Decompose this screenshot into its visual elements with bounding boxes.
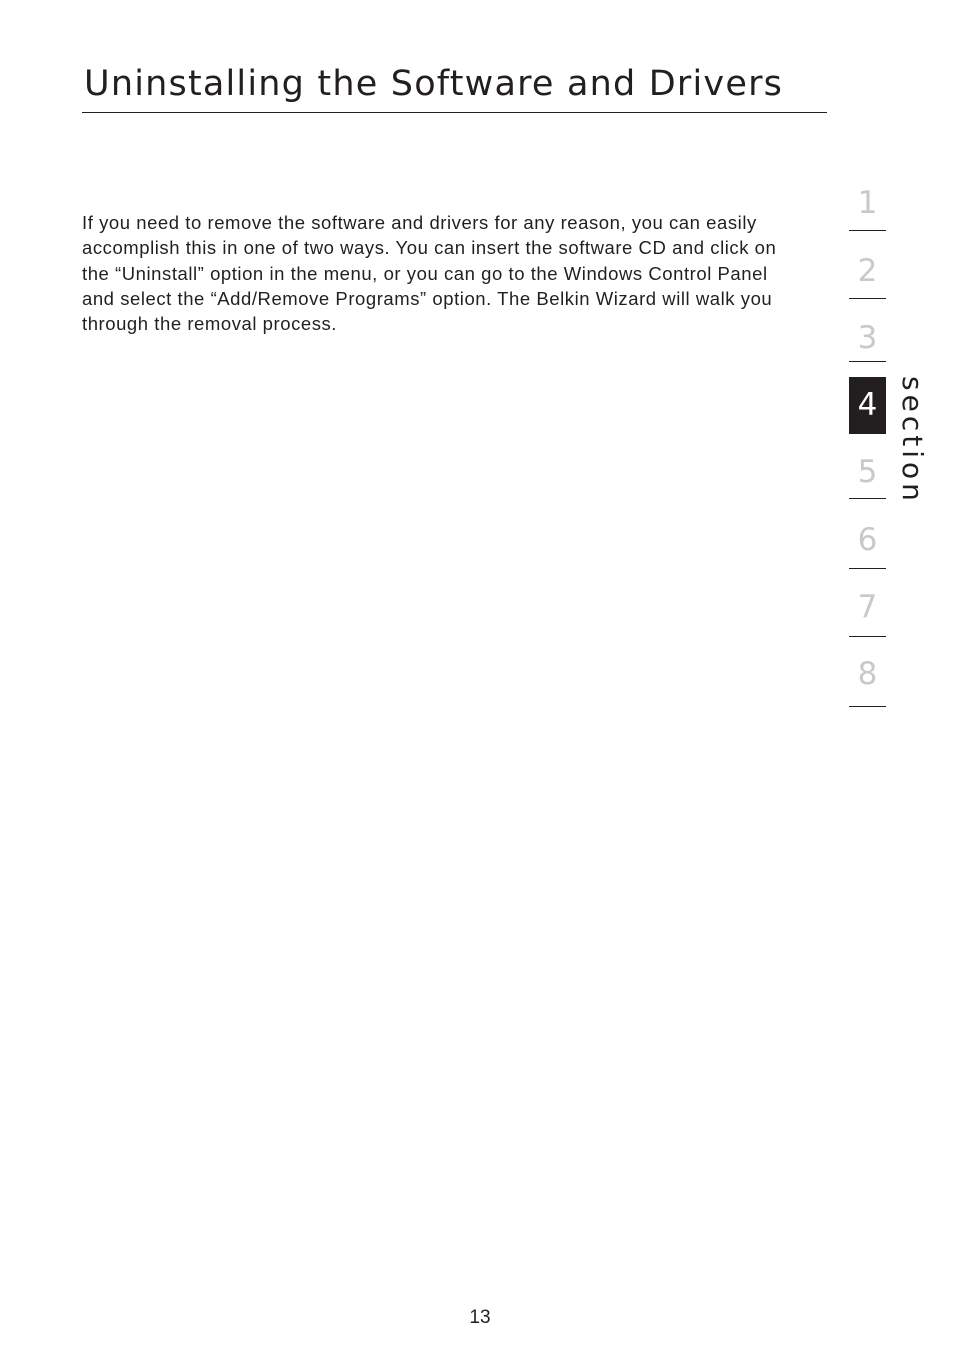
section-tab-6: 6 bbox=[857, 522, 878, 558]
section-tab-8: 8 bbox=[857, 656, 878, 692]
section-tab-7: 7 bbox=[857, 589, 878, 625]
section-tab-3: 3 bbox=[857, 320, 878, 356]
section-tab-4-active: 4 bbox=[849, 377, 886, 434]
section-divider bbox=[849, 230, 886, 231]
section-divider bbox=[849, 568, 886, 569]
page-title: Uninstalling the Software and Drivers bbox=[84, 64, 784, 104]
section-divider bbox=[849, 706, 886, 707]
body-paragraph: If you need to remove the software and drivers for any reason, you can easily accomplish this in one of two ways. You can insert the software CD and click on the “Uninstall” option in the menu, or you can go to the Windows Control Panel and select the “Add/Remove Programs” option. The Belkin Wizard will walk you through the removal process. bbox=[82, 212, 777, 335]
section-divider bbox=[849, 498, 886, 499]
section-tab-2: 2 bbox=[857, 253, 878, 289]
section-tab-1: 1 bbox=[857, 185, 878, 221]
section-divider bbox=[849, 361, 886, 362]
section-tabs bbox=[849, 0, 886, 720]
section-label: section bbox=[896, 376, 929, 505]
page-number: 13 bbox=[469, 1307, 491, 1328]
title-divider bbox=[82, 112, 827, 113]
section-divider bbox=[849, 298, 886, 299]
section-divider bbox=[849, 636, 886, 637]
section-tab-5: 5 bbox=[857, 454, 878, 490]
